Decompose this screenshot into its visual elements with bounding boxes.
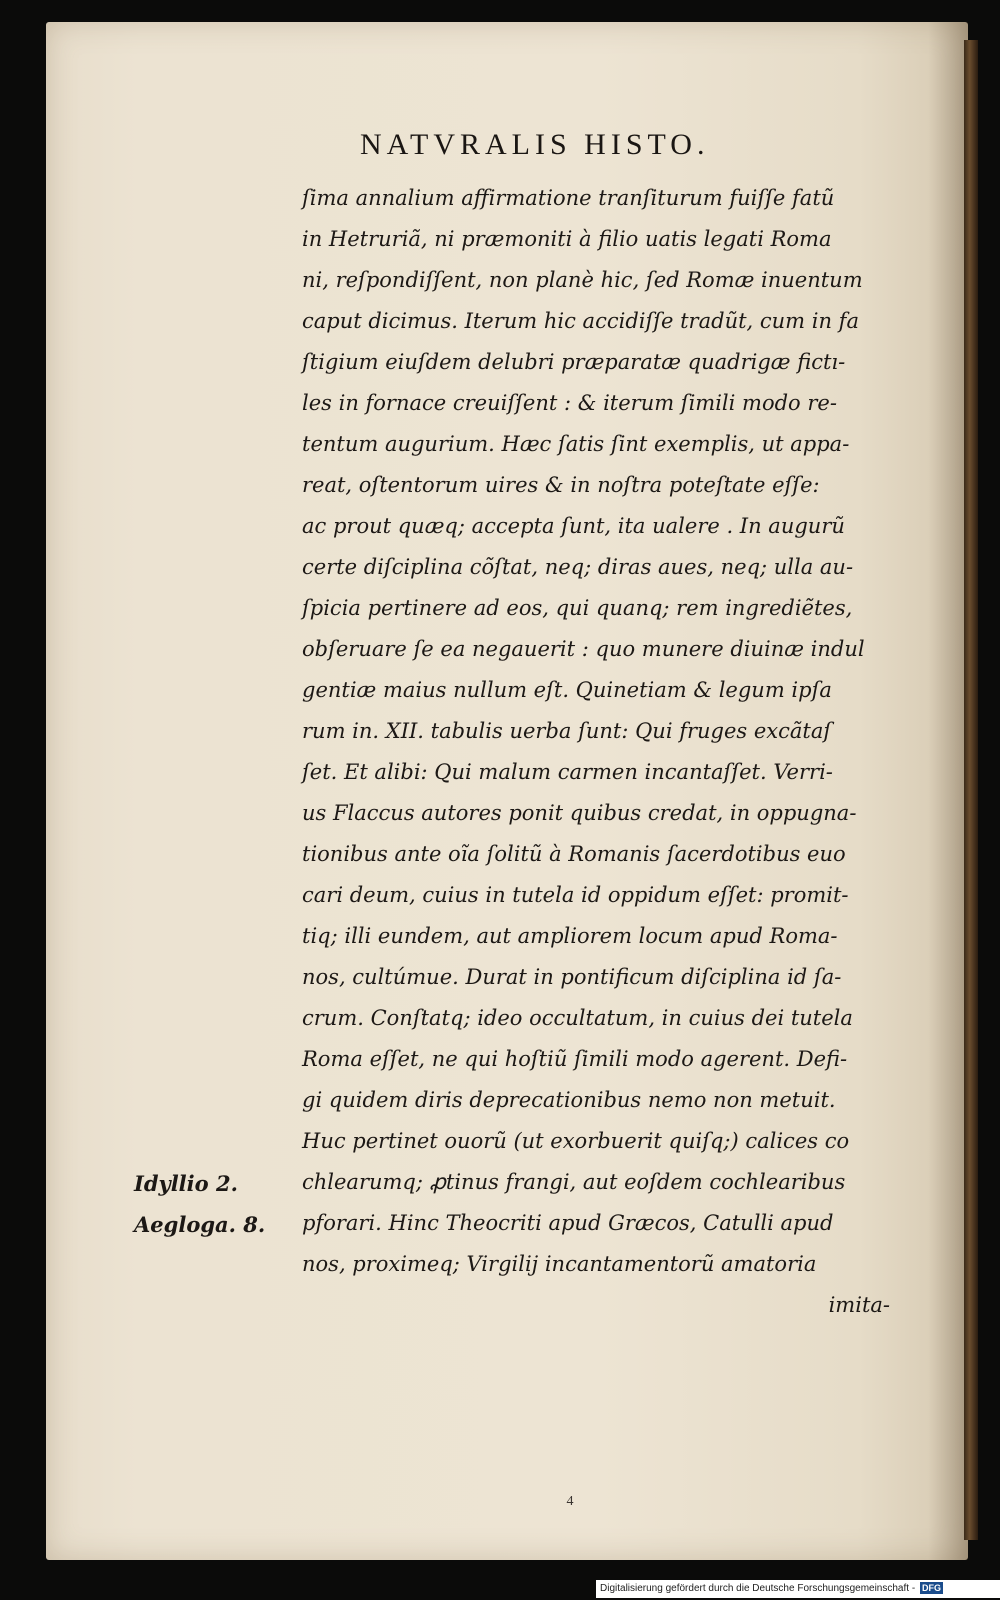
dfg-logo: DFG — [921, 1583, 941, 1593]
spine-shadow — [928, 22, 968, 1560]
text-line: ſtigium eiuſdem delubri præparatæ quadrigæ fictı- — [302, 350, 846, 374]
margin-note-aegloga: Aegloga. 8. — [134, 1212, 266, 1237]
text-line: Roma eſſet, ne qui hoſtiũ ſimili modo agerent. Defi- — [302, 1047, 848, 1071]
catchword: imita- — [828, 1293, 890, 1317]
text-line: ac prout quæq; accepta ſunt, ita ualere . In augurũ — [302, 514, 845, 538]
text-line: in Hetruriã, ni præmoniti à filio uatis legati Roma — [302, 227, 832, 251]
text-line: certe diſciplina cõſtat, neq; diras aues, neq; ulla au- — [302, 555, 854, 579]
text-line: us Flaccus autores ponit quibus credat, in oppugna- — [302, 801, 857, 825]
text-line: crum. Conſtatq; ideo occultatum, in cuius dei tutela — [302, 1006, 853, 1030]
text-line: rum in. XII. tabulis uerba ſunt: Qui fruges excãtaſ — [302, 719, 832, 743]
body-text — [302, 178, 912, 1326]
text-line: tionibus ante oĩa ſolitũ à Romanis ſacerdotibus euo — [302, 842, 846, 866]
text-line: obſeruare ſe ea negauerit : quo munere diuinæ indul — [302, 637, 865, 661]
text-line: pforari. Hinc Theocriti apud Græcos, Catulli apud — [302, 1211, 834, 1235]
text-line: ni, reſpondiſſent, non planè hic, ſed Romæ inuentum — [302, 268, 863, 292]
text-line: nos, proximeq; Virgilij incantamentorũ amatoria — [302, 1252, 817, 1276]
signature-mark: 4 — [566, 1494, 574, 1509]
text-line: gi quidem diris deprecationibus nemo non metuit. — [302, 1088, 836, 1112]
text-line: nos, cultúmue. Durat in pontificum diſciplina id ſa- — [302, 965, 842, 989]
text-line: chlearumq; ꝓtinus frangi, aut eoſdem cochlearibus — [302, 1170, 846, 1194]
digitization-footer — [596, 1580, 1000, 1598]
text-line: tentum augurium. Hæc ſatis ſint exemplis, ut appa- — [302, 432, 850, 456]
running-header: NATVRALIS HISTO. — [360, 128, 710, 161]
text-line: tiq; illi eundem, aut ampliorem locum apud Roma- — [302, 924, 838, 948]
text-line: cari deum, cuius in tutela id oppidum eſſet: promit- — [302, 883, 849, 907]
margin-note-idyllio: Idyllio 2. — [134, 1171, 238, 1196]
text-line: caput dicimus. Iterum hic accidiſſe tradũt, cum in fa — [302, 309, 859, 333]
text-line: les in fornace creuiſſent : & iterum ſimili modo re- — [302, 391, 837, 415]
text-line: ſpicia pertinere ad eos, qui quanq; rem ingrediẽtes, — [302, 596, 853, 620]
footer-text: Digitalisierung gefördert durch die Deutsche Forschungsgemeinschaft - — [600, 1583, 916, 1594]
text-line: ſima annalium affirmatione tranſiturum fuiſſe fatũ — [302, 186, 835, 210]
book-edge — [964, 40, 978, 1540]
text-line: reat, oſtentorum uires & in noſtra poteſtate eſſe: — [302, 473, 820, 497]
text-line: ſet. Et alibi: Qui malum carmen incantaſſet. Verri- — [302, 760, 833, 784]
text-line: gentiæ maius nullum eſt. Quinetiam & legum ipſa — [302, 678, 832, 702]
text-line: Huc pertinet ouorũ (ut exorbuerit quiſq;) calices co — [302, 1129, 850, 1153]
